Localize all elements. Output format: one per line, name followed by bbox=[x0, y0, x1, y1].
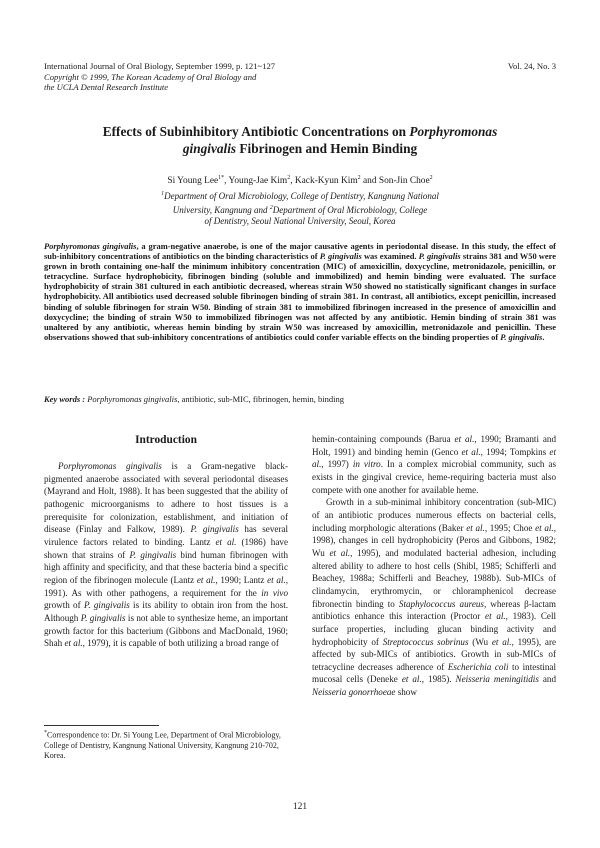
paragraph: Porphyromonas gingivalis is a Gram-negative black-pigmented anaerobe associated with several periodontal diseases (Mayrand and Holt, 1988). It has been suggested that the ability of pathogenic microorganisms to adhere to host tissues is a prerequisite for colonization, establishment, and initiation of disease (Finlay and Falkow, 1989). P. gingivalis has several virulence factors related to binding. Lantz et al. (1986) have shown that strains of P. gingivalis bind human fibrinogen with high affinity and specificity, and that these bacteria bind a specific region of the fibrinogen molecule (Lantz et al., 1990; Lantz et al., 1991). As with other pathogens, a requirement for the in vivo growth of P. gingivalis is its ability to obtain iron from the host. Although P. gingivalis is not able to synthesize heme, an important growth factor for this bacterium (Gibbons and MacDonald, 1960; Shah et al., 1979), it is capable of both utilizing a broad range of bbox=[44, 461, 289, 649]
journal-line-3: the UCLA Dental Research Institute bbox=[44, 82, 169, 93]
body-column-left bbox=[44, 460, 288, 650]
page-number: 121 bbox=[292, 802, 308, 812]
volume-issue: Vol. 24, No. 3 bbox=[507, 61, 556, 71]
journal-citation bbox=[44, 61, 424, 93]
affiliations: $^1$Department of Oral Microbiology, College of Dentistry, Kangnung National University, Kangnung and $^2$Department of Oral Microbiology, College of Dentistry, Seoul National University, Seoul, Korea bbox=[161, 191, 439, 226]
section-heading-introduction: Introduction bbox=[135, 434, 197, 446]
correspondence-footnote: *Correspondence to: Dr. Si Young Lee, Department of Oral Microbiology, College of Dentistry, Kangnung National University, Kangnung 210-702, Korea. bbox=[44, 730, 281, 761]
author-names: Si Young Lee$^{1*}$, Young-Jae Kim$^2$, Kack-Kyun Kim$^2$ and Son-Jin Choe$^2$ bbox=[167, 175, 433, 187]
body-column-right bbox=[312, 433, 556, 699]
journal-line-1: International Journal of Oral Biology, September 1999, p. 121~127 bbox=[44, 61, 276, 71]
footnote-divider bbox=[44, 725, 159, 726]
paragraph: hemin-containing compounds (Barua et al., 1990; Bramanti and Holt, 1991) and binding hemin (Genco et al., 1994; Tompkins et al., 1997) in vitro. In a complex microbial community, such as exists in the gingival crevice, heme-requiring bacteria must also compete with one another for available heme. bbox=[312, 434, 557, 495]
abstract: Porphyromonas gingivalis, a gram-negative anaerobe, is one of the major causative agents in periodontal disease. In this study, the effect of sub-inhibitory concentrations of antibiotics on the binding characteristics of P. gingivalis was examined. P. gingivalis strains 381 and W50 were grown in broth containing one-half the minimum inhibitory concentration (MIC) of amoxicillin, doxycycline, metronidazole, penicillin, or tetracycline. Surface hydrophobicity, fibrinogen binding (soluble and immobilized) and hemin binding were evaluated. The surface hydrophobicity of strain 381 cultured in each antibiotic decreased, whereas strain W50 showed no statistically significant changes in surface hydrophobicity. All antibiotics used decreased soluble fibrinogen binding of strain 381. In contrast, all antibiotics, except penicillin, increased binding of soluble fibrinogen for strain W50. Binding of strain 381 to immobilized fibrinogen increased in the presence of amoxicillin and doxycycline; the binding of strain W50 to immobilized fibrinogen was not affected by any antibiotic. Hemin binding of strain 381 was unaltered by any antibiotic, whereas hemin binding by strain W50 was increased by amoxicillin, metronidazole and penicillin. These observations showed that sub-inhibitory concentrations of antibiotics could confer variable effects on the binding properties of P. gingivalis. bbox=[44, 241, 556, 342]
journal-line-2: Copyright © 1999, The Korean Academy of Oral Biology and bbox=[44, 71, 257, 82]
author-block bbox=[40, 173, 560, 227]
paragraph: Growth in a sub-minimal inhibitory concentration (sub-MIC) of an antibiotic produces numerous effects on bacterial cells, including morphologic alterations (Baker et al., 1995; Choe et al., 1998), changes in cell hydrophobicity (Peros and Gibbons, 1982; Wu et al., 1995), and modulated bacterial adhesion, including altered ability to adhere to host cells (Shibl, 1985; Schifferli and Beachey, 1988a; Schifferli and Beachey, 1988b). Sub-MICs of clindamycin, erythromycin, or chloramphenicol decrease fibronectin binding to Staphylococcus aureus, whereas β-lactam antibiotics enhance this interaction (Proctor et al., 1983). Cell surface properties, including glucan binding activity and hydrophobicity of Streptococcus sobrinus (Wu et al., 1995), are affected by sub-MICs of antibiotics. Growth in sub-MICs of tetracycline decreases adherence of Escherichia coli to intestinal mucosal cells (Deneke et al., 1985). Neisseria meningitidis and Neisseria gonorrhoeae show bbox=[312, 497, 557, 698]
keywords: Key words : Porphyromonas gingivalis, antibiotic, sub-MIC, fibrinogen, hemin, binding bbox=[44, 394, 345, 404]
article-title: Effects of Subinhibitory Antibiotic Concentrations on Porphyromonas gingivalis Fibrinogen and Hemin Binding bbox=[102, 124, 498, 156]
